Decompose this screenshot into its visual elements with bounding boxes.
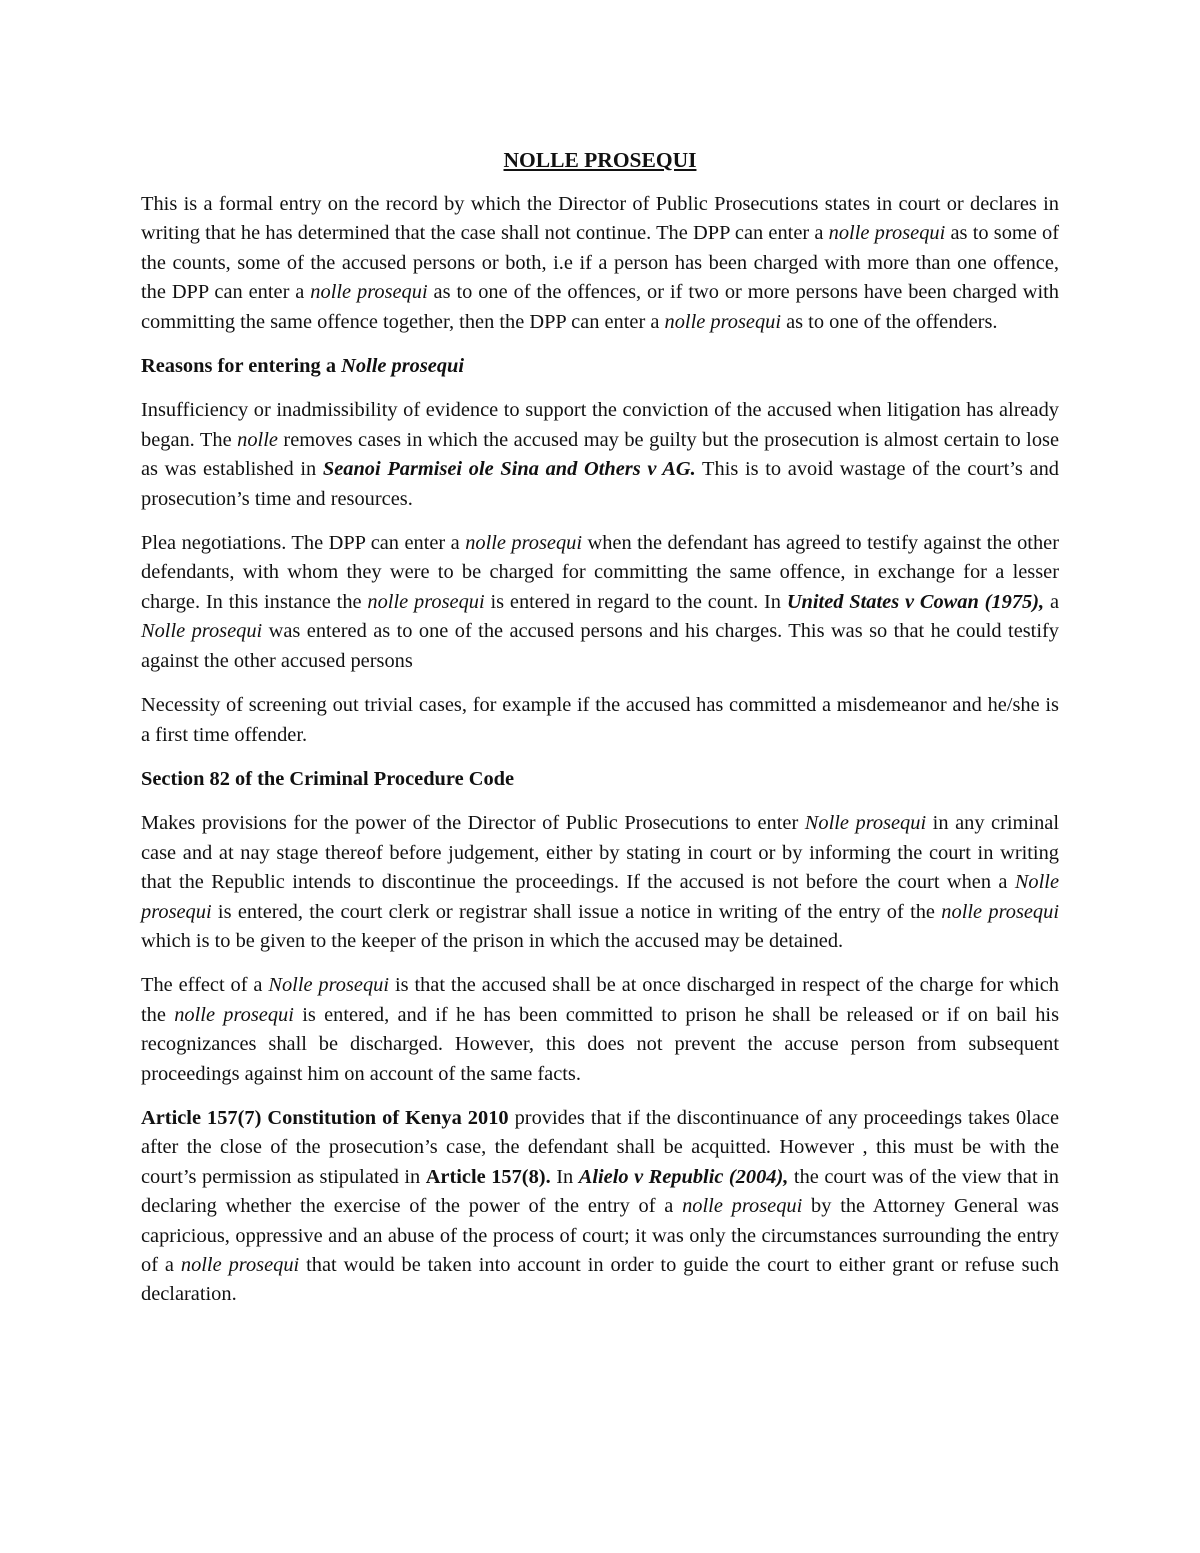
- article-reference: Article 157(8).: [425, 1165, 551, 1188]
- article-157-paragraph: Article 157(7) Constitution of Kenya 2010 provides that if the discontinuance of any proceedings takes 0lace after the close of the prosecution’s case, the defendant shall be acquitted. However , this must be with the court’s permission as stipulated in Article 157(8). In Alielo v Republic (2004), the court was of the view that in declaring whether the exercise of the power of the entry of a nolle prosequi by the Attorney General was capricious, oppressive and an abuse of the process of court; it was only the circumstances surrounding the entry of a nolle prosequi that would be taken into account in order to guide the court to either grant or refuse such declaration.: [141, 1106, 1060, 1306]
- article-reference: Article 157(7) Constitution of Kenya 2010: [141, 1106, 509, 1129]
- reason-trivial-paragraph: Necessity of screening out trivial cases, for example if the accused has committed a misdemeanor and he/she is a first time offender.: [141, 694, 1059, 746]
- section-82-paragraph: Makes provisions for the power of the Director of Public Prosecutions to enter Nolle prosequi in any criminal case and at nay stage thereof before judgement, either by stating in court or by informing the court in writing that the Republic intends to discontinue the proceedings. If the accused is not before the court when a Nolle prosequi is entered, the court clerk or registrar shall issue a notice in writing of the entry of the nolle prosequi which is to be given to the keeper of the prison in which the accused may be detained.: [141, 812, 1059, 952]
- case-citation: Seanoi Parmisei ole Sina and Others v AG.: [322, 458, 696, 481]
- effect-paragraph: The effect of a Nolle prosequi is that the accused shall be at once discharged in respect of the charge for which the nolle prosequi is entered, and if he has been committed to prison he shall be released or if on bail his recognizances shall be discharged. However, this does not prevent the accuse person from subsequent proceedings against him on account of the same facts.: [141, 974, 1060, 1085]
- intro-paragraph: This is a formal entry on the record by which the Director of Public Prosecutions states in court or declares in writing that he has determined that the case shall not continue. The DPP can enter a nolle prosequi as to some of the counts, some of the accused persons or both, i.e if a person has been charged with more than one offence, the DPP can enter a nolle prosequi as to one of the offences, or if two or more persons have been charged with committing the same offence together, then the DPP can enter a nolle prosequi as to one of the offenders.: [141, 193, 1060, 333]
- reasons-heading: Reasons for entering a Nolle prosequi: [141, 355, 465, 378]
- reason-insufficiency-paragraph: Insufficiency or inadmissibility of evidence to support the conviction of the accused when litigation has already began. The nolle removes cases in which the accused may be guilty but the prosecution is almost certain to lose as was established in Seanoi Parmisei ole Sina and Others v AG. This is to avoid wastage of the court’s and prosecution’s time and resources.: [141, 399, 1059, 510]
- case-citation: Alielo v Republic (2004),: [578, 1165, 789, 1188]
- section-82-heading: Section 82 of the Criminal Procedure Code: [141, 767, 515, 790]
- document-title: NOLLE PROSEQUI: [503, 148, 697, 172]
- case-citation: United States v Cowan (1975),: [786, 590, 1045, 613]
- reason-plea-paragraph: Plea negotiations. The DPP can enter a nolle prosequi when the defendant has agreed to testify against the other defendants, with whom they were to be charged for committing the same offence, in exchange for a lesser charge. In this instance the nolle prosequi is entered in regard to the count. In United States v Cowan (1975), a Nolle prosequi was entered as to one of the accused persons and his charges. This was so that he could testify against the other accused persons: [141, 532, 1059, 672]
